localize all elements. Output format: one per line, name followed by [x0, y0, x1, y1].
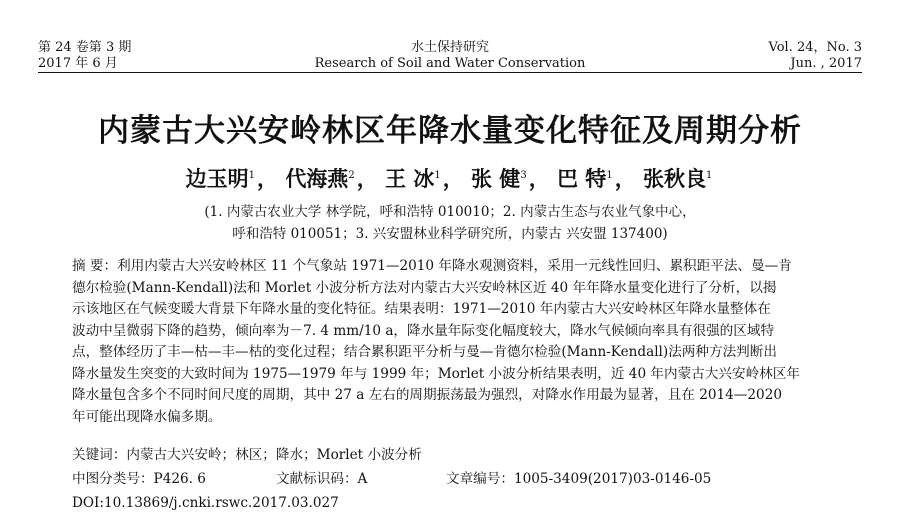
- affiliation-line: (1. 内蒙古农业大学 林学院，呼和浩特 010010；2. 内蒙古生态与农业气象中心，: [204, 204, 696, 220]
- abstract-line: 示该地区在气候变暖大背景下年降水量的变化特征。结果表明：1971—2010 年内蒙古大兴安岭林区年降水量整体在: [72, 301, 771, 317]
- abstract-line: 降水量包含多个不同时间尺度的周期，其中 27 a 左右的周期振荡最为强烈，对降水作用最为显著，且在 2014—2020: [72, 387, 782, 403]
- paper-title: 内蒙古大兴安岭林区年降水量变化特征及周期分析: [98, 113, 802, 149]
- author: 代海燕$^2$: [285, 166, 355, 191]
- journal-volume-issue: 第 24 卷第 3 期: [38, 40, 132, 55]
- document-code: 文献标识码：A: [276, 471, 368, 487]
- abstract-line: 波动中呈微弱下降的趋势，倾向率为－7. 4 mm/10 a，降水量年际变化幅度较大，降水气候倾向率具有很强的区域特: [72, 322, 775, 339]
- abstract-line: 降水量发生突变的大致时间为 1975—1979 年与 1999 年；Morlet 小波分析结果表明，近 40 年内蒙古大兴安岭林区年: [72, 365, 800, 382]
- abstract-line: 年可能出现降水偏多期。: [72, 408, 222, 425]
- abstract-line: 摘 要：利用内蒙古大兴安岭林区 11 个气象站 1971—2010 年降水观测资料，采用一元线性回归、累积距平法、曼—肯: [72, 258, 792, 274]
- author: 边玉明$^1$: [185, 166, 255, 191]
- keywords: 关键词：内蒙古大兴安岭；林区；降水；Morlet 小波分析: [72, 447, 422, 463]
- author-list: 边玉明$^1$， 代海燕$^2$， 王 冰$^1$， 张 健$^3$， 巴 特$^1$， 张秋良$^1$: [185, 166, 713, 191]
- author: 张 健$^3$: [471, 166, 527, 191]
- header-divider: [38, 72, 862, 73]
- abstract-line: 点，整体经历了丰—枯—丰—枯的变化过程；结合累积距平分析与曼—肯德尔检验(Mann-Kendall)法两种方法判断出: [72, 344, 777, 360]
- author: 王 冰$^1$: [385, 166, 441, 191]
- journal-name-en: Research of Soil and Water Conservation: [314, 56, 586, 71]
- journal-volume-en: Vol. 24，No. 3: [768, 40, 862, 55]
- journal-date-en: Jun. , 2017: [790, 56, 862, 71]
- doi: DOI:10.13869/j.cnki.rswc.2017.03.027: [72, 495, 339, 511]
- affiliation-line: 呼和浩特 010051；3. 兴安盟林业科学研究所，内蒙古 兴安盟 137400): [232, 226, 668, 242]
- journal-date: 2017 年 6 月: [38, 56, 118, 71]
- author: 巴 特$^1$: [557, 166, 613, 191]
- abstract: [72, 256, 828, 428]
- author: 张秋良$^1$: [643, 166, 713, 191]
- classification-number: 中图分类号：P426. 6: [72, 471, 206, 487]
- article-number: 文章编号：1005-3409(2017)03-0146-05: [446, 471, 712, 487]
- journal-name-cn: 水土保持研究: [410, 40, 489, 55]
- abstract-line: 德尔检验(Mann-Kendall)法和 Morlet 小波分析方法对内蒙古大兴安岭林区近 40 年年降水量变化进行了分析，以揭: [72, 279, 777, 296]
